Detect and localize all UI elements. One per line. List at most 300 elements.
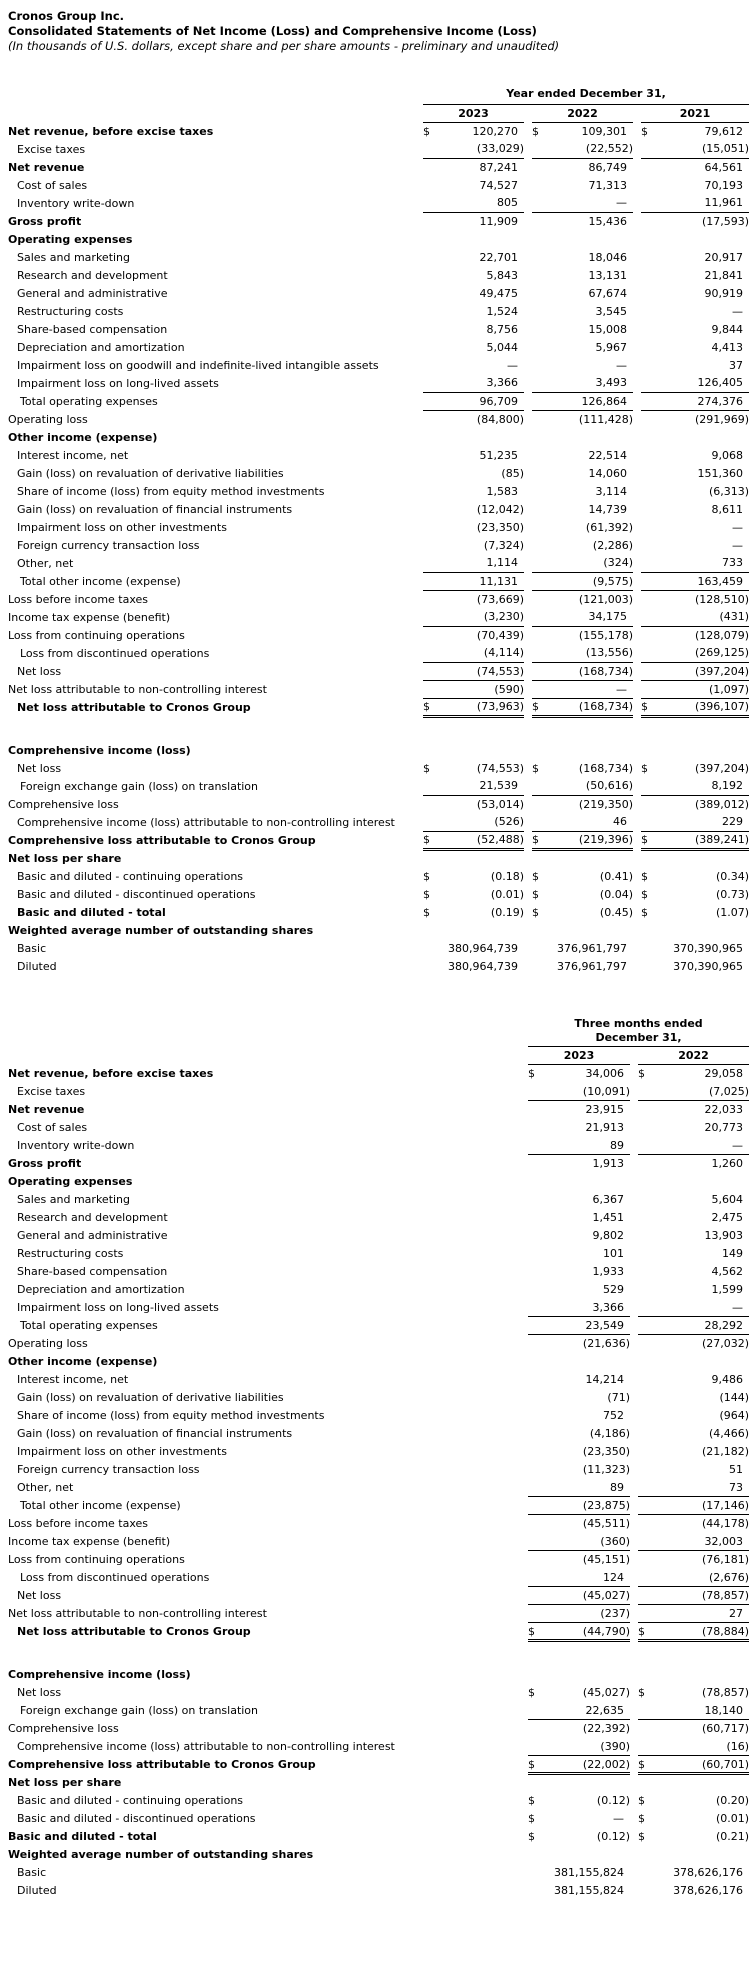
table-row — [8, 1425, 749, 1443]
value-cell: (76,181) — [701, 1553, 750, 1567]
gap-cell — [633, 903, 641, 921]
gap-cell — [630, 1533, 638, 1551]
table-row — [8, 518, 749, 536]
dollar-sign-cell — [423, 446, 439, 464]
table-row — [8, 1209, 749, 1227]
dollar-sign-cell — [641, 194, 657, 212]
value-cell: 13,131 — [588, 268, 627, 282]
value-cell: 370,390,965 — [673, 959, 744, 973]
dollar-sign-cell: $ — [638, 1812, 645, 1825]
dollar-sign-cell — [532, 482, 548, 500]
gap-cell — [633, 608, 641, 626]
dollar-sign-cell: $ — [532, 124, 539, 138]
dollar-sign-cell: $ — [638, 1623, 654, 1641]
row-label: Excise taxes — [17, 142, 86, 156]
table-row — [8, 1317, 749, 1335]
table-row — [8, 1551, 749, 1569]
value-cell: 1,583 — [486, 484, 518, 498]
gap-cell — [524, 122, 532, 140]
gap-cell — [633, 338, 641, 356]
dollar-sign-cell — [423, 140, 439, 158]
dollar-sign-cell — [532, 446, 548, 464]
row-label: Other, net — [17, 1481, 74, 1494]
value-cell: 23,549 — [544, 1317, 630, 1335]
dollar-sign-cell — [638, 1083, 654, 1101]
row-label: Gain (loss) on revaluation of financial instruments — [17, 502, 293, 516]
value-cell: 8,192 — [657, 777, 749, 795]
row-label: Net loss — [17, 761, 62, 775]
period-header: Three months ended December 31, — [528, 1017, 749, 1047]
value-cell: 20,773 — [704, 1121, 744, 1134]
value-cell: (4,186) — [589, 1427, 630, 1440]
value-cell: (71) — [607, 1391, 630, 1404]
dollar-sign-cell — [528, 1738, 544, 1756]
value-cell: 1,913 — [592, 1157, 624, 1171]
table-row — [8, 795, 749, 813]
value-cell: 51 — [729, 1463, 744, 1476]
value-cell: (0.12) — [596, 1830, 630, 1843]
value-cell: (168,734) — [578, 761, 633, 775]
row-label: Foreign currency transaction loss — [17, 1463, 200, 1476]
value-cell: 3,366 — [439, 374, 524, 392]
value-cell: 752 — [603, 1409, 624, 1422]
gap-cell — [630, 1587, 638, 1605]
value-cell — [654, 1173, 749, 1191]
value-cell: — — [654, 1299, 749, 1317]
gap-cell — [633, 536, 641, 554]
row-label: Interest income, net — [17, 1373, 129, 1386]
gap-cell — [630, 1702, 638, 1720]
dollar-sign-cell: $ — [641, 869, 648, 883]
value-cell: (168,734) — [548, 698, 633, 716]
table-row — [8, 1569, 749, 1587]
gap-cell — [630, 1828, 638, 1846]
row-label: Income tax expense (benefit) — [8, 610, 171, 624]
value-cell: (22,392) — [582, 1722, 630, 1736]
value-cell: 3,493 — [548, 374, 633, 392]
value-cell: (27,032) — [701, 1337, 750, 1351]
dollar-sign-cell — [532, 849, 548, 867]
dollar-sign-cell — [423, 284, 439, 302]
value-cell: 73 — [654, 1479, 749, 1497]
value-cell: (121,003) — [578, 592, 633, 606]
value-cell: 381,155,824 — [554, 1884, 624, 1897]
dollar-sign-cell — [641, 482, 657, 500]
row-label: Basic and diluted - continuing operations — [17, 1794, 244, 1807]
row-label: Depreciation and amortization — [17, 340, 185, 354]
value-cell — [548, 741, 633, 759]
table-row — [8, 1389, 749, 1407]
value-cell: (590) — [439, 680, 524, 698]
value-cell: (17,146) — [654, 1497, 749, 1515]
dollar-sign-cell — [638, 1846, 654, 1864]
value-cell: 90,919 — [704, 286, 744, 300]
dollar-sign-cell — [528, 1335, 544, 1353]
dollar-sign-cell — [638, 1263, 654, 1281]
dollar-sign-cell — [423, 957, 439, 975]
value-cell: 380,964,739 — [448, 959, 518, 973]
gap-cell — [630, 1443, 638, 1461]
table-row — [8, 176, 749, 194]
value-cell: 9,068 — [711, 448, 744, 462]
table-row — [8, 320, 749, 338]
value-cell: (1.07) — [715, 905, 750, 919]
dollar-sign-cell: $ — [423, 761, 430, 775]
dollar-sign-cell: $ — [641, 761, 648, 775]
gap-cell — [630, 1810, 638, 1828]
row-label: Foreign currency transaction loss — [17, 538, 200, 552]
row-label: Comprehensive loss — [8, 797, 119, 811]
gap-cell — [633, 428, 641, 446]
period-header: Year ended December 31, — [423, 86, 749, 104]
value-cell: (4,466) — [708, 1427, 750, 1440]
value-cell: 67,674 — [588, 286, 627, 300]
value-cell: (7,324) — [483, 538, 524, 552]
table-row — [8, 662, 749, 680]
value-cell: (0.34) — [715, 869, 750, 883]
gap-cell — [630, 1605, 638, 1623]
value-cell: 370,390,965 — [673, 941, 744, 955]
value-cell: (10,091) — [544, 1083, 630, 1101]
section-header-row — [8, 849, 749, 867]
table-row — [8, 1623, 749, 1641]
gap-cell — [524, 921, 532, 939]
dollar-sign-cell — [638, 1569, 654, 1587]
value-cell — [548, 428, 633, 446]
value-cell: (33,029) — [439, 140, 524, 158]
value-cell: 21,913 — [585, 1121, 624, 1134]
value-cell: (0.01) — [715, 1812, 750, 1825]
dollar-sign-cell — [638, 1101, 654, 1119]
dollar-sign-cell — [638, 1738, 654, 1756]
dollar-sign-cell — [532, 939, 548, 957]
table-row — [8, 1227, 749, 1245]
gap-cell — [630, 1371, 638, 1389]
value-cell: 28,292 — [654, 1317, 749, 1335]
value-cell: 163,459 — [657, 572, 749, 590]
table-row — [8, 698, 749, 716]
dollar-sign-cell — [423, 795, 439, 813]
value-cell: 46 — [548, 813, 633, 831]
value-cell: 5,843 — [486, 268, 518, 282]
value-cell: 5,044 — [486, 340, 518, 354]
dollar-sign-cell — [638, 1864, 654, 1882]
gap-cell — [630, 1245, 638, 1263]
gap-cell — [633, 140, 641, 158]
dollar-sign-cell — [641, 795, 657, 813]
table-row — [8, 903, 749, 921]
value-cell: 9,486 — [711, 1373, 744, 1386]
dollar-sign-cell — [423, 921, 439, 939]
dollar-sign-cell — [423, 813, 439, 831]
quarterly-income-statement-table — [8, 1017, 749, 1900]
dollar-sign-cell — [528, 1317, 544, 1335]
value-cell: 23,915 — [585, 1103, 624, 1117]
row-label: Basic and diluted - continuing operations — [17, 869, 244, 883]
dollar-sign-cell — [528, 1371, 544, 1389]
value-cell: 18,046 — [588, 250, 627, 264]
value-cell: (390) — [544, 1738, 630, 1756]
value-cell: 5,967 — [595, 340, 627, 354]
gap-cell — [630, 1389, 638, 1407]
value-cell: (61,392) — [585, 520, 633, 534]
dollar-sign-cell — [528, 1720, 544, 1738]
row-label: Operating expenses — [8, 1175, 133, 1188]
row-label: Operating expenses — [8, 232, 133, 246]
value-cell: 126,405 — [657, 374, 749, 392]
table-row — [8, 1407, 749, 1425]
row-label: Interest income, net — [17, 448, 129, 462]
dollar-sign-cell — [641, 849, 657, 867]
dollar-sign-cell — [528, 1209, 544, 1227]
gap-cell — [524, 230, 532, 248]
dollar-sign-cell — [423, 518, 439, 536]
row-label: Impairment loss on other investments — [17, 1445, 227, 1458]
dollar-sign-cell — [532, 302, 548, 320]
dollar-sign-cell: $ — [528, 1623, 544, 1641]
dollar-sign-cell — [638, 1137, 654, 1155]
value-cell: (6,313) — [708, 484, 750, 498]
empty-cell — [8, 1047, 528, 1065]
value-cell: (168,734) — [548, 662, 633, 680]
row-label: Gross profit — [8, 1157, 82, 1170]
table-row — [8, 338, 749, 356]
table-row — [8, 1299, 749, 1317]
gap-cell — [633, 831, 641, 849]
value-cell: 51,235 — [479, 448, 518, 462]
gap-cell — [633, 759, 641, 777]
value-cell: (21,636) — [582, 1337, 630, 1351]
value-cell: 14,060 — [588, 466, 627, 480]
value-cell: 96,709 — [439, 392, 524, 410]
gap-cell — [524, 410, 532, 428]
dollar-sign-cell — [423, 212, 439, 230]
value-cell — [657, 230, 749, 248]
gap-cell — [633, 194, 641, 212]
value-cell: 1,599 — [711, 1283, 744, 1296]
table-row — [8, 1684, 749, 1702]
value-cell: (397,204) — [694, 761, 750, 775]
dollar-sign-cell: $ — [528, 1794, 535, 1807]
row-label: Loss from continuing operations — [8, 628, 185, 642]
gap-cell — [630, 1738, 638, 1756]
gap-cell — [524, 680, 532, 698]
gap-cell — [633, 554, 641, 572]
gap-cell — [633, 885, 641, 903]
gap-cell — [630, 1173, 638, 1191]
gap-cell — [633, 795, 641, 813]
table-row — [8, 680, 749, 698]
value-cell: 27 — [654, 1605, 749, 1623]
value-cell: 120,270 — [472, 124, 518, 138]
value-cell — [439, 741, 524, 759]
table-row — [8, 1828, 749, 1846]
dollar-sign-cell — [528, 1551, 544, 1569]
value-cell — [439, 849, 524, 867]
row-label: Operating loss — [8, 412, 88, 426]
gap-cell — [630, 1551, 638, 1569]
value-cell: (74,553) — [439, 662, 524, 680]
row-label: Gross profit — [8, 214, 82, 228]
value-cell — [544, 1353, 630, 1371]
value-cell: 3,114 — [595, 484, 627, 498]
dollar-sign-cell — [423, 230, 439, 248]
gap-cell — [633, 212, 641, 230]
row-label: Comprehensive loss attributable to Cronos Group — [8, 1758, 316, 1771]
dollar-sign-cell — [528, 1137, 544, 1155]
table-row — [8, 644, 749, 662]
value-cell: 4,562 — [711, 1265, 744, 1278]
dollar-sign-cell — [528, 1497, 544, 1515]
dollar-sign-cell — [532, 158, 548, 176]
table-row — [8, 1702, 749, 1720]
dollar-sign-cell — [423, 428, 439, 446]
dollar-sign-cell — [528, 1569, 544, 1587]
gap-cell — [633, 104, 641, 122]
value-cell: (45,027) — [582, 1686, 630, 1699]
gap-cell — [630, 1209, 638, 1227]
section-header-row — [8, 921, 749, 939]
row-label: Income tax expense (benefit) — [8, 1535, 171, 1548]
value-cell: (144) — [719, 1391, 750, 1404]
table-row — [8, 957, 749, 975]
value-cell: (7,025) — [654, 1083, 749, 1101]
dollar-sign-cell — [423, 608, 439, 626]
value-cell: (324) — [548, 554, 633, 572]
value-cell: (269,125) — [657, 644, 749, 662]
gap-cell — [630, 1317, 638, 1335]
table-row — [8, 122, 749, 140]
value-cell: (45,151) — [582, 1553, 630, 1567]
gap-cell — [630, 1882, 638, 1900]
dollar-sign-cell — [532, 230, 548, 248]
table-row — [8, 1720, 749, 1738]
table-row — [8, 813, 749, 831]
dollar-sign-cell: $ — [528, 1830, 535, 1843]
gap-cell — [524, 885, 532, 903]
value-cell: 9,802 — [592, 1229, 624, 1242]
row-label: Weighted average number of outstanding shares — [8, 1848, 314, 1861]
value-cell — [548, 921, 633, 939]
table-row — [8, 1515, 749, 1533]
value-cell: 1,114 — [439, 554, 524, 572]
dollar-sign-cell — [641, 140, 657, 158]
gap-cell — [524, 590, 532, 608]
dollar-sign-cell — [528, 1533, 544, 1551]
dollar-sign-cell — [528, 1083, 544, 1101]
table-row — [8, 356, 749, 374]
dollar-sign-cell — [641, 410, 657, 428]
dollar-sign-cell: $ — [532, 831, 548, 849]
value-cell — [654, 1846, 749, 1864]
row-label: General and administrative — [17, 286, 168, 300]
gap-cell — [524, 777, 532, 795]
annual-income-statement-table — [8, 86, 749, 975]
row-label: Gain (loss) on revaluation of derivative liabilities — [17, 1391, 284, 1404]
dollar-sign-cell — [528, 1173, 544, 1191]
table-row — [8, 266, 749, 284]
spacer-cell — [8, 716, 749, 741]
table-row — [8, 1461, 749, 1479]
dollar-sign-cell: $ — [641, 905, 648, 919]
dollar-sign-cell — [641, 662, 657, 680]
gap-cell — [524, 626, 532, 644]
dollar-sign-cell — [641, 212, 657, 230]
dollar-sign-cell — [638, 1666, 654, 1684]
year-column-header: 2022 — [532, 104, 633, 122]
gap-cell — [630, 1792, 638, 1810]
dollar-sign-cell: $ — [528, 1686, 535, 1699]
dollar-sign-cell: $ — [423, 887, 430, 901]
dollar-sign-cell — [638, 1882, 654, 1900]
row-label: Total other income (expense) — [20, 1499, 181, 1512]
gap-cell — [630, 1479, 638, 1497]
gap-cell — [633, 320, 641, 338]
gap-cell — [633, 939, 641, 957]
table-row — [8, 1371, 749, 1389]
value-cell: 74,527 — [479, 178, 518, 192]
dollar-sign-cell — [638, 1587, 654, 1605]
gap-cell — [630, 1047, 638, 1065]
dollar-sign-cell — [641, 230, 657, 248]
gap-cell — [524, 464, 532, 482]
dollar-sign-cell: $ — [638, 1067, 645, 1081]
gap-cell — [630, 1846, 638, 1864]
row-label: Comprehensive income (loss) — [8, 1668, 191, 1681]
value-cell: (219,350) — [578, 797, 633, 811]
dollar-sign-cell — [641, 392, 657, 410]
value-cell: (964) — [719, 1409, 750, 1422]
table-row — [8, 1263, 749, 1281]
dollar-sign-cell — [638, 1299, 654, 1317]
table-row — [8, 626, 749, 644]
value-cell: 22,635 — [544, 1702, 630, 1720]
gap-cell — [633, 590, 641, 608]
dollar-sign-cell — [528, 1461, 544, 1479]
dollar-sign-cell — [423, 777, 439, 795]
statement-subtitle: (In thousands of U.S. dollars, except share and per share amounts - preliminary and unaudited) — [8, 39, 560, 53]
dollar-sign-cell — [528, 1263, 544, 1281]
gap-cell — [630, 1720, 638, 1738]
value-cell: (237) — [544, 1605, 630, 1623]
value-cell — [657, 428, 749, 446]
dollar-sign-cell: $ — [641, 698, 657, 716]
value-cell: 22,701 — [479, 250, 518, 264]
value-cell: (50,616) — [548, 777, 633, 795]
table-row — [8, 1083, 749, 1101]
row-label: Net loss attributable to non-controlling interest — [8, 1607, 267, 1620]
gap-cell — [524, 176, 532, 194]
gap-cell — [630, 1335, 638, 1353]
gap-cell — [630, 1119, 638, 1137]
row-label: Basic and diluted - discontinued operations — [17, 887, 256, 901]
value-cell: (3,230) — [439, 608, 524, 626]
dollar-sign-cell — [532, 140, 548, 158]
dollar-sign-cell: $ — [423, 831, 439, 849]
dollar-sign-cell — [532, 626, 548, 644]
dollar-sign-cell — [528, 1702, 544, 1720]
dollar-sign-cell — [423, 194, 439, 212]
table-row — [8, 500, 749, 518]
row-label: Restructuring costs — [17, 304, 124, 318]
dollar-sign-cell — [638, 1227, 654, 1245]
dollar-sign-cell — [638, 1245, 654, 1263]
dollar-sign-cell — [528, 1299, 544, 1317]
gap-cell — [630, 1263, 638, 1281]
dollar-sign-cell — [532, 518, 548, 536]
value-cell: 14,739 — [588, 502, 627, 516]
value-cell: 378,626,176 — [673, 1866, 744, 1879]
